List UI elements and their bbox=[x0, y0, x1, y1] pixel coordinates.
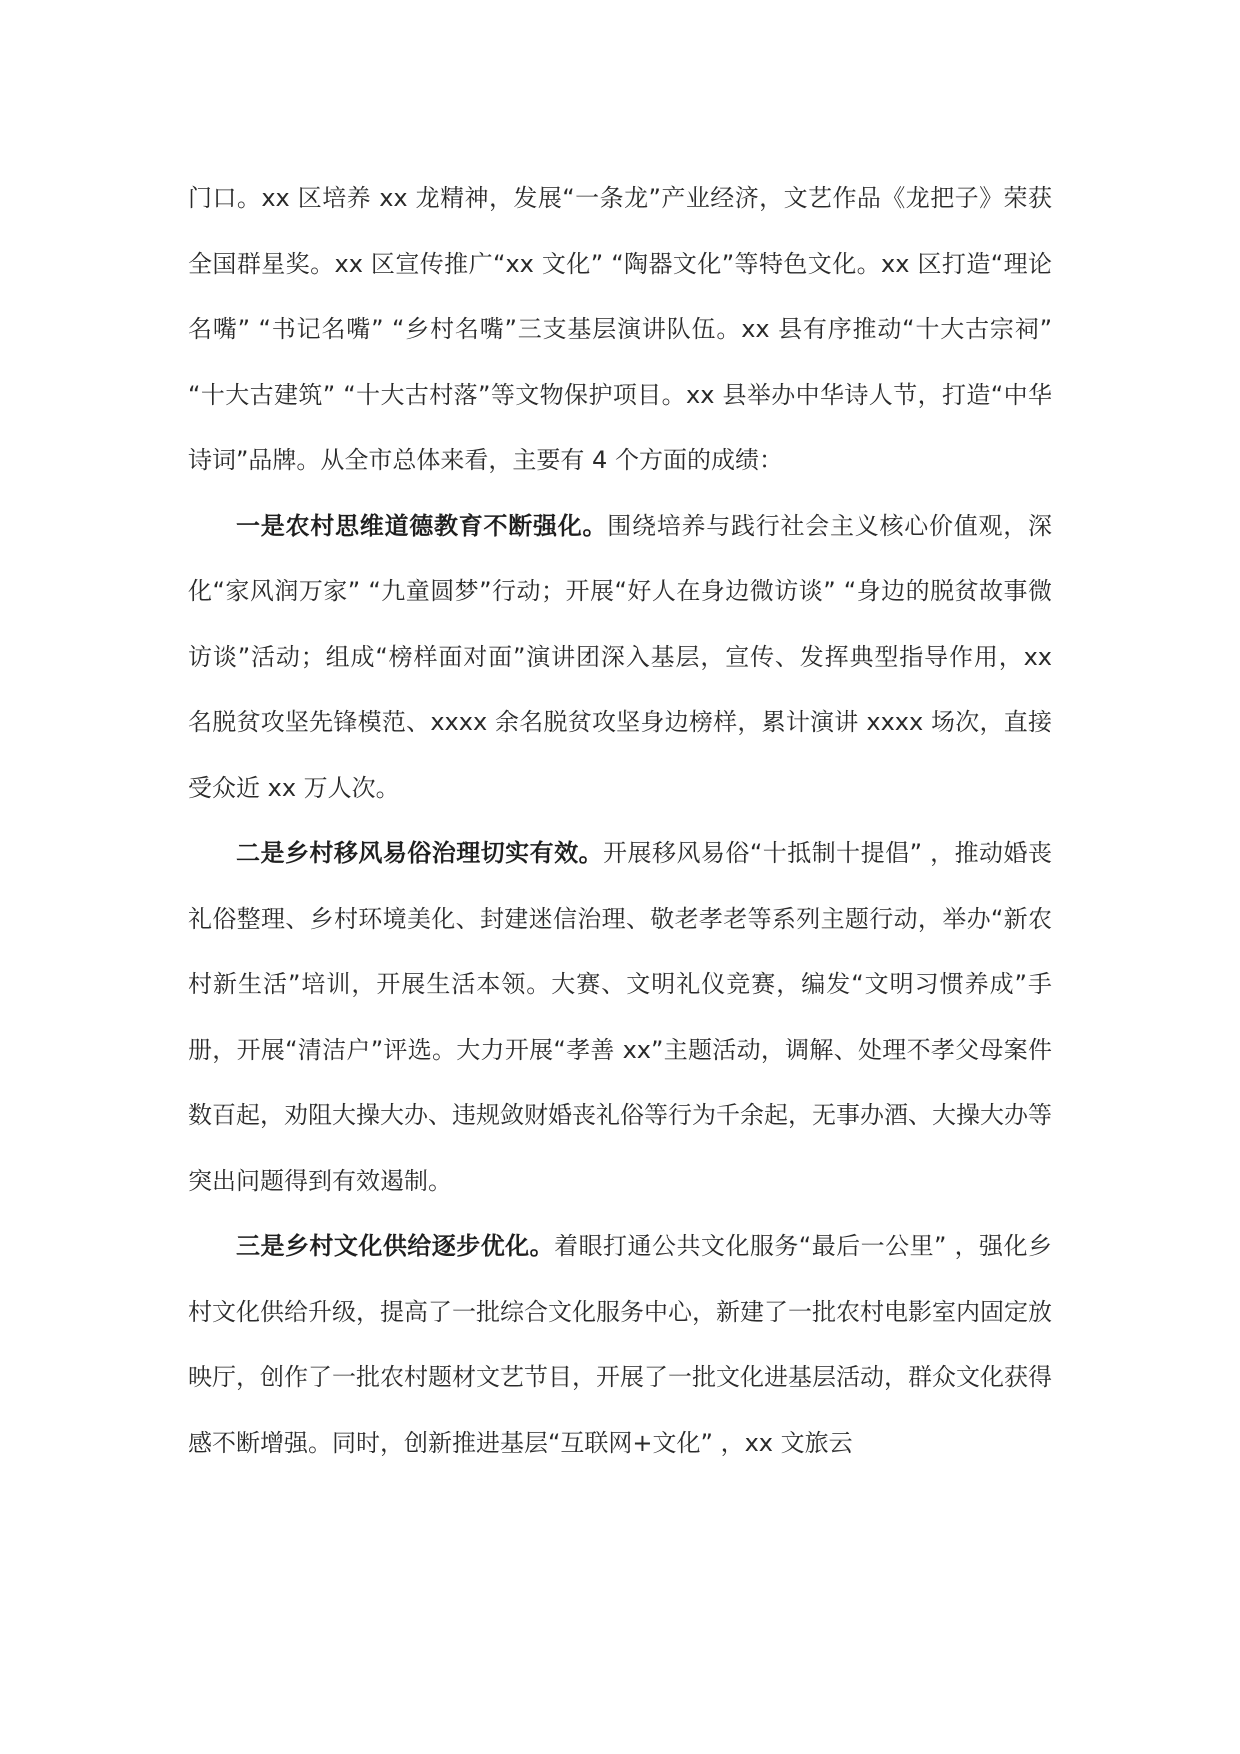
paragraph-2 bbox=[188, 494, 1052, 822]
document-body bbox=[188, 166, 1052, 1476]
paragraph-3 bbox=[188, 821, 1052, 1214]
paragraph-3-heading: 二是乡村移风易俗治理切实有效。 bbox=[236, 839, 604, 867]
paragraph-1 bbox=[188, 166, 1052, 494]
paragraph-1-text: 门口。xx 区培养 xx 龙精神，发展“一条龙”产业经济，文艺作品《龙把子》荣获全国群星奖。xx 区宣传推广“xx 文化” “陶器文化”等特色文化。xx 区打造“理论名嘴” “书记名嘴” “乡村名嘴”三支基层演讲队伍。xx 县有序推动“十大古宗祠” “十大古建筑” “十大古村落”等文物保护项目。xx 县举办中华诗人节，打造“中华诗词”品牌。从全市总体来看，主要有 4 个方面的成绩： bbox=[188, 184, 1052, 474]
paragraph-2-heading: 一是农村思维道德教育不断强化。 bbox=[236, 511, 608, 540]
paragraph-4-heading: 三是乡村文化供给逐步优化。 bbox=[236, 1232, 555, 1260]
paragraph-3-text: 开展移风易俗“十抵制十提倡” ，推动婚丧礼俗整理、乡村环境美化、封建迷信治理、敬老孝老等系列主题行动，举办“新农村新生活”培训，开展生活本领。大赛、文明礼仪竞赛，编发“文明习惯养成”手册，开展“清洁户”评选。大力开展“孝善 xx”主题活动，调解、处理不孝父母案件数百起，劝阻大操大办、违规敛财婚丧礼俗等行为千余起，无事办酒、大操大办等突出问题得到有效遏制。 bbox=[188, 839, 1052, 1195]
paragraph-4-text: 着眼打通公共文化服务“最后一公里” ，强化乡村文化供给升级，提高了一批综合文化服务中心，新建了一批农村电影室内固定放映厅，创作了一批农村题材文艺节目，开展了一批文化进基层活动，群众文化获得感不断增强。同时，创新推进基层“互联网+文化” ，xx 文旅云 bbox=[188, 1232, 1052, 1457]
paragraph-2-text: 围绕培养与践行社会主义核心价值观，深化“家风润万家” “九童圆梦”行动；开展“好人在身边微访谈” “身边的脱贫故事微访谈”活动；组成“榜样面对面”演讲团深入基层，宣传、发挥典型指导作用，xx 名脱贫攻坚先锋模范、xxxx 余名脱贫攻坚身边榜样，累计演讲 xxxx 场次，直接受众近 xx 万人次。 bbox=[188, 511, 1052, 802]
paragraph-4 bbox=[188, 1214, 1052, 1476]
